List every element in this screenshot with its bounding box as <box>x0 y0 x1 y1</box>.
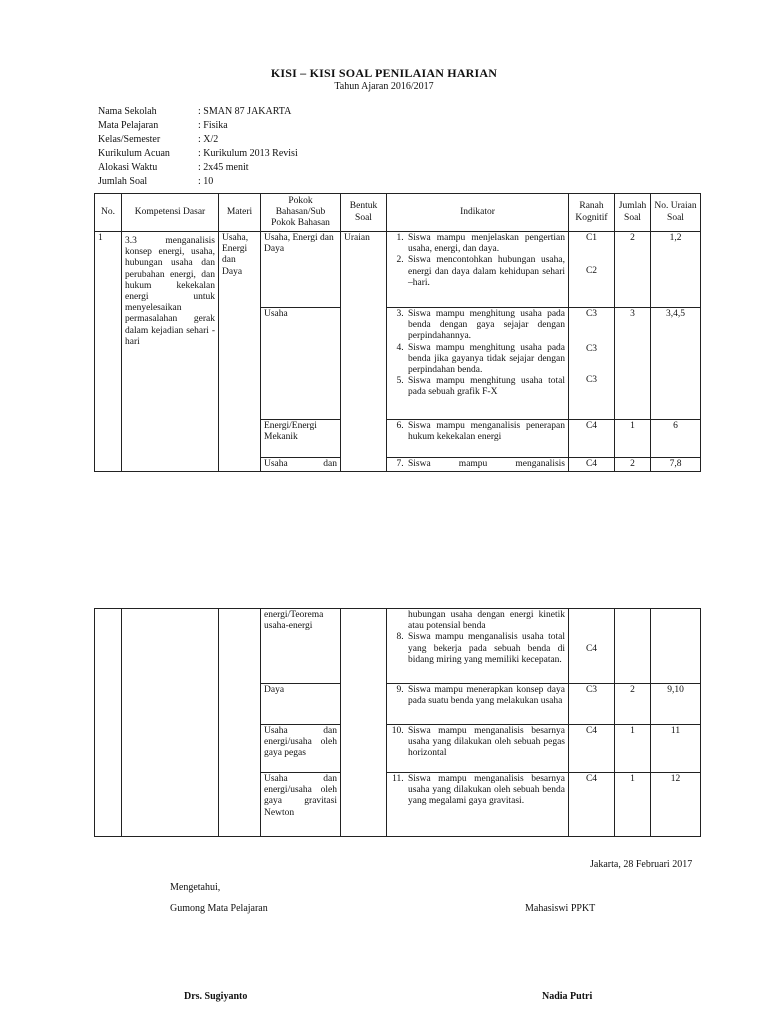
indikator-item: 7. Siswa mampu menganalisis <box>406 459 565 470</box>
header-uraian: No. Uraian Soal <box>651 194 701 232</box>
indikator-item: 1. Siswa mampu menjelaskan pengertian usaha, energi, dan daya. <box>406 233 565 255</box>
indikator-continuation: hubungan usaha dengan energi kinetik atau potensial benda <box>408 610 565 632</box>
indikator-list <box>390 685 565 707</box>
bentuk-soal-empty <box>341 609 387 837</box>
kisi-table-continued <box>94 608 701 837</box>
pokok-cell: Usaha <box>261 308 341 420</box>
table-header-row <box>95 194 701 232</box>
indikator-list <box>390 309 565 399</box>
ranah-cell <box>569 308 615 420</box>
indikator-list <box>390 726 565 760</box>
indikator-item: 5. Siswa mampu menghitung usaha total pada sebuah grafik F-X <box>406 376 565 398</box>
jumlah-cell: 2 <box>615 458 651 472</box>
header-pokok: Pokok Bahasan/Sub Pokok Bahasan <box>261 194 341 232</box>
uraian-cell: 3,4,5 <box>651 308 701 420</box>
info-label: Jumlah Soal <box>98 176 148 187</box>
indikator-cell <box>387 609 569 684</box>
row-number: 1 <box>95 232 122 472</box>
jumlah-cell: 1 <box>615 420 651 458</box>
ranah-cell: C3 <box>569 684 615 725</box>
info-row-school <box>98 106 291 117</box>
ranah-value: C1 <box>585 233 598 243</box>
pokok-cell: Usaha dan energi/usaha oleh gaya gravitasi Newton <box>261 773 341 837</box>
kisi-table <box>94 193 701 472</box>
uraian-cell: 7,8 <box>651 458 701 472</box>
header-no: No. <box>95 194 122 232</box>
info-label: Kurikulum Acuan <box>98 148 170 159</box>
kompetensi-dasar-cell: 3.3 menganalisis konsep energi, usaha, hubungan usaha dan perubahan energi, dan hukum kekekalan energi untuk menyelesaikan permasalahan gerak dalam kejadian sehari - hari <box>122 232 219 472</box>
indikator-list <box>390 233 565 289</box>
ranah-cell: C4 <box>569 773 615 837</box>
indikator-cell <box>387 308 569 420</box>
uraian-cell: 12 <box>651 773 701 837</box>
indikator-list <box>390 632 565 666</box>
indikator-item: 4. Siswa mampu menghitung usaha pada benda jika gayanya tidak sejajar dengan perpindahan benda. <box>406 343 565 377</box>
ranah-cell: C4 <box>569 458 615 472</box>
bentuk-soal-cell: Uraian <box>341 232 387 472</box>
pokok-cell: Usaha dan <box>261 458 341 472</box>
ranah-value: C3 <box>585 375 598 386</box>
indikator-list <box>390 774 565 808</box>
indikator-cell <box>387 773 569 837</box>
right-signer-role: Mahasiswi PPKT <box>525 903 596 914</box>
info-value: : SMAN 87 JAKARTA <box>198 106 292 117</box>
uraian-cell: 11 <box>651 725 701 773</box>
indikator-cell <box>387 725 569 773</box>
table-row <box>95 232 701 308</box>
indikator-list <box>390 421 565 443</box>
indikator-item: 10. Siswa mampu menganalisis besarnya usaha yang dilakukan oleh sebuah pegas horizontal <box>406 726 565 760</box>
header-ranah: Ranah Kognitif <box>569 194 615 232</box>
document-subtitle: Tahun Ajaran 2016/2017 <box>334 81 434 92</box>
ranah-cell: C4 <box>569 420 615 458</box>
kompetensi-dasar-empty <box>122 609 219 837</box>
uraian-cell: 6 <box>651 420 701 458</box>
pokok-cell: energi/Teorema usaha-energi <box>261 609 341 684</box>
indikator-item: 6. Siswa mampu menganalisis penerapan hukum kekekalan energi <box>406 421 565 443</box>
info-value: : 2x45 menit <box>198 162 249 173</box>
ranah-cell: C4 <box>569 725 615 773</box>
info-label: Alokasi Waktu <box>98 162 158 173</box>
ranah-cell <box>569 609 615 684</box>
indikator-cell <box>387 232 569 308</box>
pokok-cell: Usaha dan energi/usaha oleh gaya pegas <box>261 725 341 773</box>
left-signer-name: Drs. Sugiyanto <box>184 991 248 1002</box>
pokok-cell: Energi/Energi Mekanik <box>261 420 341 458</box>
indikator-list <box>390 459 565 470</box>
jumlah-cell: 1 <box>615 725 651 773</box>
jumlah-cell: 2 <box>615 232 651 308</box>
indikator-item: 2. Siswa mencontohkan hubungan usaha, energi dan daya dalam kehidupan sehari –hari. <box>406 255 565 289</box>
indikator-cell <box>387 458 569 472</box>
info-label: Mata Pelajaran <box>98 120 159 131</box>
ranah-value: C3 <box>585 344 598 355</box>
info-row-class <box>98 134 218 145</box>
info-row-subject <box>98 120 228 131</box>
jumlah-cell <box>615 609 651 684</box>
info-row-time <box>98 162 249 173</box>
row-number-empty <box>95 609 122 837</box>
indikator-item: 11. Siswa mampu menganalisis besarnya usaha yang dilakukan oleh sebuah benda yang megalami gaya gravitasi. <box>406 774 565 808</box>
info-value: : Fisika <box>198 120 228 131</box>
info-value: : Kurikulum 2013 Revisi <box>198 148 298 159</box>
table-row <box>95 609 701 684</box>
info-value: : 10 <box>198 176 214 187</box>
right-signer-name: Nadia Putri <box>542 991 593 1002</box>
info-value: : X/2 <box>198 134 219 145</box>
uraian-cell: 1,2 <box>651 232 701 308</box>
place-date: Jakarta, 28 Februari 2017 <box>590 859 693 870</box>
ranah-cell <box>569 232 615 308</box>
indikator-item: 9. Siswa mampu menerapkan konsep daya pada suatu benda yang melakukan usaha <box>406 685 565 707</box>
left-signer-role: Gumong Mata Pelajaran <box>170 903 268 914</box>
info-row-count <box>98 176 213 187</box>
info-row-curriculum <box>98 148 298 159</box>
indikator-item: 3. Siswa mampu menghitung usaha pada benda dengan gaya sejajar dengan perpindahannya. <box>406 309 565 343</box>
ranah-value: C3 <box>585 309 598 319</box>
indikator-cell <box>387 684 569 725</box>
jumlah-cell: 2 <box>615 684 651 725</box>
pokok-cell: Usaha, Energi dan Daya <box>261 232 341 308</box>
header-materi: Materi <box>219 194 261 232</box>
uraian-cell <box>651 609 701 684</box>
ranah-value: C2 <box>585 266 598 277</box>
header-kd: Kompetensi Dasar <box>122 194 219 232</box>
header-bentuk: Bentuk Soal <box>341 194 387 232</box>
info-label: Nama Sekolah <box>98 106 157 117</box>
document-title: KISI – KISI SOAL PENILAIAN HARIAN <box>270 66 498 80</box>
uraian-cell: 9,10 <box>651 684 701 725</box>
header-indikator: Indikator <box>387 194 569 232</box>
jumlah-cell: 3 <box>615 308 651 420</box>
ranah-value: C4 <box>585 644 598 654</box>
materi-cell: Usaha, Energi dan Daya <box>219 232 261 472</box>
indikator-cell <box>387 420 569 458</box>
pokok-cell: Daya <box>261 684 341 725</box>
indikator-item: 8. Siswa mampu menganalisis usaha total yang bekerja pada sebuah benda di bidang miring yang memiliki kecepatan. <box>406 632 565 666</box>
mengetahui-label: Mengetahui, <box>170 882 221 893</box>
materi-empty <box>219 609 261 837</box>
info-label: Kelas/Semester <box>98 134 161 145</box>
jumlah-cell: 1 <box>615 773 651 837</box>
header-jumlah: Jumlah Soal <box>615 194 651 232</box>
